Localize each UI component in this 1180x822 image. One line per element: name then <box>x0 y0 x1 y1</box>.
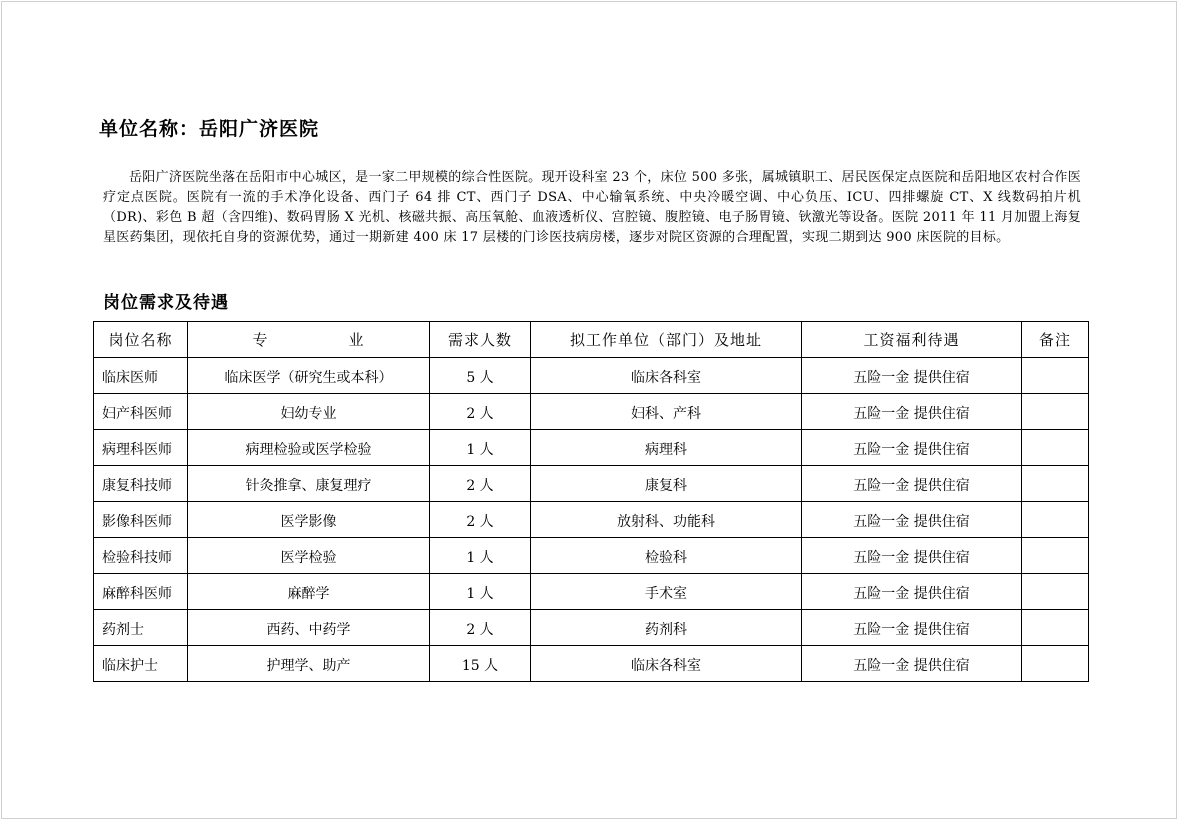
header-count: 需求人数 <box>430 322 531 358</box>
table-row <box>94 466 1089 502</box>
cell-major: 针灸推拿、康复理疗 <box>188 466 430 502</box>
cell-benefits: 五险一金 提供住宿 <box>802 358 1022 394</box>
cell-count: 1 人 <box>430 574 531 610</box>
cell-benefits: 五险一金 提供住宿 <box>802 430 1022 466</box>
cell-note <box>1022 394 1089 430</box>
cell-post: 影像科医师 <box>94 502 188 538</box>
table-row <box>94 574 1089 610</box>
cell-department: 临床各科室 <box>531 646 802 682</box>
cell-department: 手术室 <box>531 574 802 610</box>
cell-count: 2 人 <box>430 394 531 430</box>
cell-benefits: 五险一金 提供住宿 <box>802 466 1022 502</box>
cell-benefits: 五险一金 提供住宿 <box>802 646 1022 682</box>
cell-post: 康复科技师 <box>94 466 188 502</box>
table-row <box>94 430 1089 466</box>
cell-post: 临床护士 <box>94 646 188 682</box>
cell-major: 妇幼专业 <box>188 394 430 430</box>
cell-count: 2 人 <box>430 610 531 646</box>
header-major <box>188 322 430 358</box>
cell-count: 2 人 <box>430 502 531 538</box>
header-major-left: 专 <box>252 331 269 349</box>
header-major-right: 业 <box>348 331 365 349</box>
cell-department: 检验科 <box>531 538 802 574</box>
table-row <box>94 538 1089 574</box>
header-note: 备注 <box>1022 322 1089 358</box>
cell-post: 病理科医师 <box>94 430 188 466</box>
cell-note <box>1022 538 1089 574</box>
cell-note <box>1022 502 1089 538</box>
cell-post: 药剂士 <box>94 610 188 646</box>
cell-count: 5 人 <box>430 358 531 394</box>
table-row <box>94 394 1089 430</box>
cell-benefits: 五险一金 提供住宿 <box>802 502 1022 538</box>
table-header-row <box>94 322 1089 358</box>
cell-major: 临床医学（研究生或本科） <box>188 358 430 394</box>
cell-major: 医学影像 <box>188 502 430 538</box>
header-benefits: 工资福利待遇 <box>802 322 1022 358</box>
header-department: 拟工作单位（部门）及地址 <box>531 322 802 358</box>
cell-note <box>1022 430 1089 466</box>
section-title-positions: 岗位需求及待遇 <box>103 293 229 313</box>
cell-department: 病理科 <box>531 430 802 466</box>
cell-note <box>1022 466 1089 502</box>
header-post-name: 岗位名称 <box>94 322 188 358</box>
cell-count: 1 人 <box>430 538 531 574</box>
cell-note <box>1022 574 1089 610</box>
cell-major: 西药、中药学 <box>188 610 430 646</box>
cell-note <box>1022 646 1089 682</box>
cell-benefits: 五险一金 提供住宿 <box>802 574 1022 610</box>
cell-post: 妇产科医师 <box>94 394 188 430</box>
positions-table <box>93 321 1089 682</box>
cell-count: 2 人 <box>430 466 531 502</box>
cell-major: 麻醉学 <box>188 574 430 610</box>
cell-post: 检验科技师 <box>94 538 188 574</box>
unit-name-title: 单位名称：岳阳广济医院 <box>99 118 320 140</box>
cell-benefits: 五险一金 提供住宿 <box>802 610 1022 646</box>
cell-note <box>1022 358 1089 394</box>
cell-department: 康复科 <box>531 466 802 502</box>
cell-benefits: 五险一金 提供住宿 <box>802 394 1022 430</box>
cell-major: 护理学、助产 <box>188 646 430 682</box>
cell-major: 病理检验或医学检验 <box>188 430 430 466</box>
table-row <box>94 358 1089 394</box>
table-row <box>94 610 1089 646</box>
cell-count: 15 人 <box>430 646 531 682</box>
cell-department: 妇科、产科 <box>531 394 802 430</box>
table-row <box>94 646 1089 682</box>
cell-post: 麻醉科医师 <box>94 574 188 610</box>
cell-major: 医学检验 <box>188 538 430 574</box>
cell-count: 1 人 <box>430 430 531 466</box>
cell-benefits: 五险一金 提供住宿 <box>802 538 1022 574</box>
cell-department: 临床各科室 <box>531 358 802 394</box>
cell-department: 放射科、功能科 <box>531 502 802 538</box>
cell-post: 临床医师 <box>94 358 188 394</box>
table-row <box>94 502 1089 538</box>
hospital-introduction: 岳阳广济医院坐落在岳阳市中心城区，是一家二甲规模的综合性医院。现开设科室 23 个，床位 500 多张，属城镇职工、居民医保定点医院和岳阳地区农村合作医疗定点医院。医院有一流的手术净化设备、西门子 64 排 CT、西门子 DSA、中心输氧系统、中央冷暖空调、中心负压、ICU、四排螺旋 CT、X 线数码拍片机（DR)、彩色 B 超（含四维)、数码胃肠 X 光机、核磁共振、高压氧舱、血液透析仪、宫腔镜、腹腔镜、电子肠胃镜、钬激光等设备。医院 2011 年 11 月加盟上海复星医药集团，现依托自身的资源优势，通过一期新建 400 床 17 层楼的门诊医技病房楼，逐步对院区资源的合理配置，实现二期到达 900 床医院的目标。 <box>103 170 1081 245</box>
cell-note <box>1022 610 1089 646</box>
cell-department: 药剂科 <box>531 610 802 646</box>
